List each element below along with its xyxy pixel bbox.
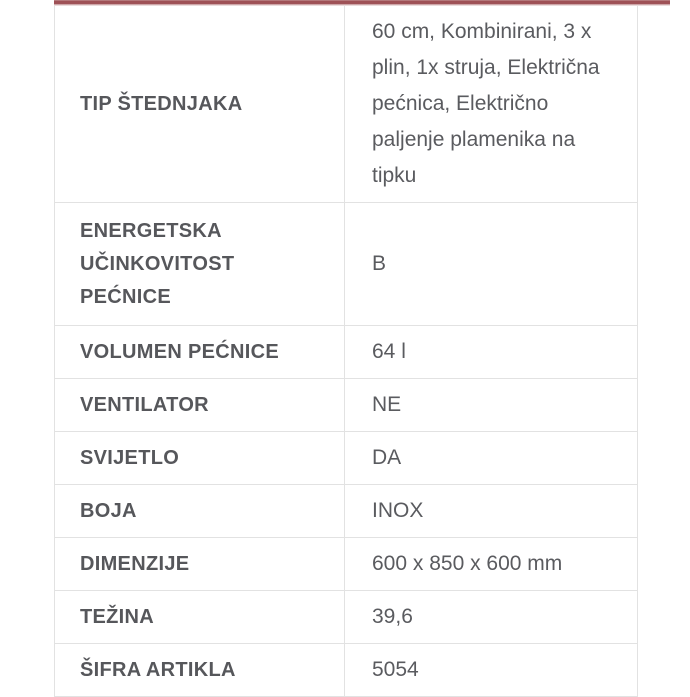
spec-row-boja [55, 485, 637, 538]
spec-row-ventilator [55, 379, 637, 432]
spec-value: DA [372, 446, 402, 469]
product-spec-table [54, 6, 638, 697]
spec-value: NE [372, 393, 402, 416]
spec-label: VOLUMEN PEĆNICE [55, 326, 345, 378]
spec-label: BOJA [55, 485, 345, 537]
spec-value: INOX [372, 499, 424, 522]
spec-row-sifra-artikla [55, 644, 637, 696]
spec-row-volumen-pecnice [55, 326, 637, 379]
spec-value: B [372, 252, 387, 275]
spec-label: VENTILATOR [55, 379, 345, 431]
spec-row-svijetlo [55, 432, 637, 485]
spec-row-tezina [55, 591, 637, 644]
spec-value: 60 cm, Kombinirani, 3 x plin, 1x struja, Električna pećnica, Električno paljenje plamenika na tipku [372, 20, 600, 187]
spec-value: 5054 [372, 658, 419, 681]
spec-label: SVIJETLO [55, 432, 345, 484]
spec-label: ŠIFRA ARTIKLA [55, 644, 345, 696]
spec-value: 39,6 [372, 605, 413, 628]
spec-row-energetska-ucinkovitost [55, 203, 637, 326]
spec-label: ENERGETSKA UČINKOVITOST PEĆNICE [55, 203, 345, 325]
spec-label: DIMENZIJE [55, 538, 345, 590]
spec-row-tip-stednjaka [55, 6, 637, 203]
spec-label: TIP ŠTEDNJAKA [55, 6, 345, 202]
spec-row-dimenzije [55, 538, 637, 591]
spec-label: TEŽINA [55, 591, 345, 643]
spec-value: 64 l [372, 340, 406, 363]
spec-value: 600 x 850 x 600 mm [372, 552, 563, 575]
